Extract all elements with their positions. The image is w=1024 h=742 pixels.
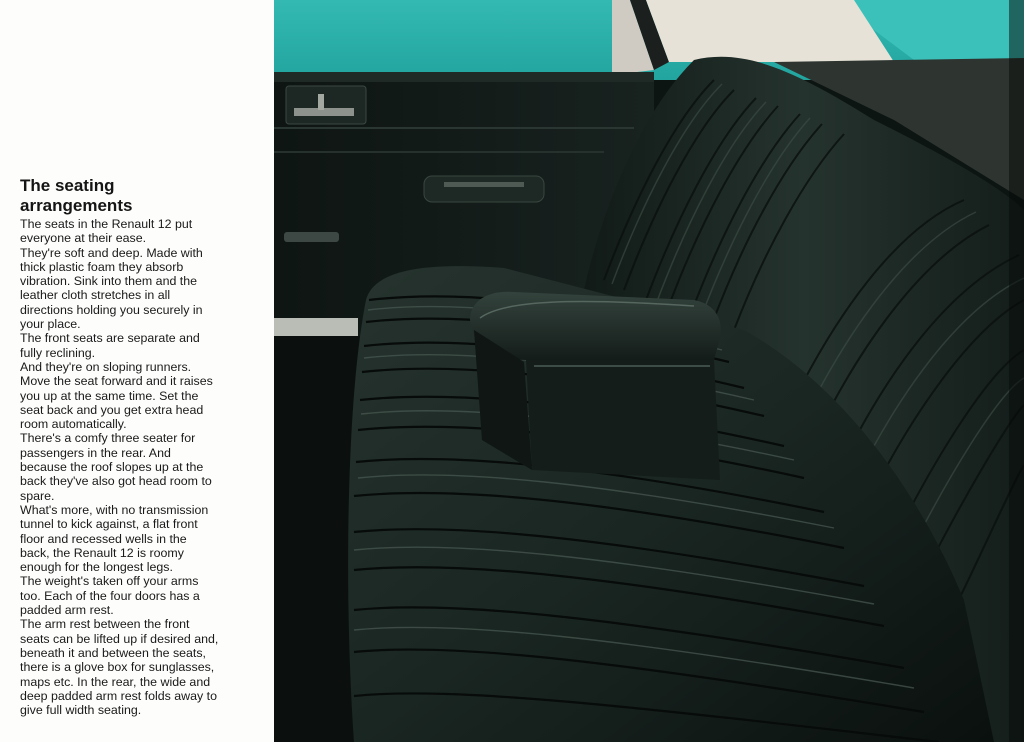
door-sill-trim xyxy=(274,318,358,336)
paragraph-4: And they're on sloping runners. Move the seat forward and it raises you up at the same time. Set the seat back and you get extra head room automatically. xyxy=(20,359,213,432)
heading-line-1: The seating xyxy=(20,176,115,195)
paragraph-6: What's more, with no transmission tunnel to kick against, a flat front floor and recessed wells in the back, the Renault 12 is roomy enough for the longest legs. xyxy=(20,502,209,575)
headliner xyxy=(646,0,894,62)
door-armrest xyxy=(424,176,544,202)
paragraph-8: The arm rest between the front seats can be lifted up if desired and, beneath it and between the seats, there is a glove box for sunglasses, maps etc. In the rear, the wide and deep padded arm rest folds away to give full width seating. xyxy=(20,617,219,718)
door-handle-recess xyxy=(286,86,366,124)
paragraph-7: The weight's taken off your arms too. Each of the four doors has a padded arm rest. xyxy=(20,574,200,618)
paragraph-5: There's a comfy three seater for passengers in the rear. And because the roof slopes up at the back they've also got head room to spare. xyxy=(20,431,212,503)
door-pull xyxy=(444,182,524,187)
window-winder xyxy=(284,232,339,242)
photo-edge-shadow xyxy=(1009,0,1024,742)
rear-seat-photo xyxy=(274,0,1024,742)
text-column xyxy=(0,0,274,742)
heading-line-2: arrangements xyxy=(20,196,133,215)
door-top-rail xyxy=(274,72,654,82)
paragraph-1: The seats in the Renault 12 put everyone at their ease. xyxy=(20,217,193,246)
rear-seat-illustration xyxy=(274,0,1024,742)
section-heading xyxy=(20,176,270,216)
paragraph-3: The front seats are separate and fully reclining. xyxy=(20,331,200,360)
door-lock xyxy=(318,94,324,110)
center-arm-rest xyxy=(470,292,721,480)
paragraph-2: They're soft and deep. Made with thick plastic foam they absorb vibration. Sink into them and the leather cloth stretches in all directions holding you securely in your place. xyxy=(20,245,203,332)
body-text xyxy=(20,217,272,717)
